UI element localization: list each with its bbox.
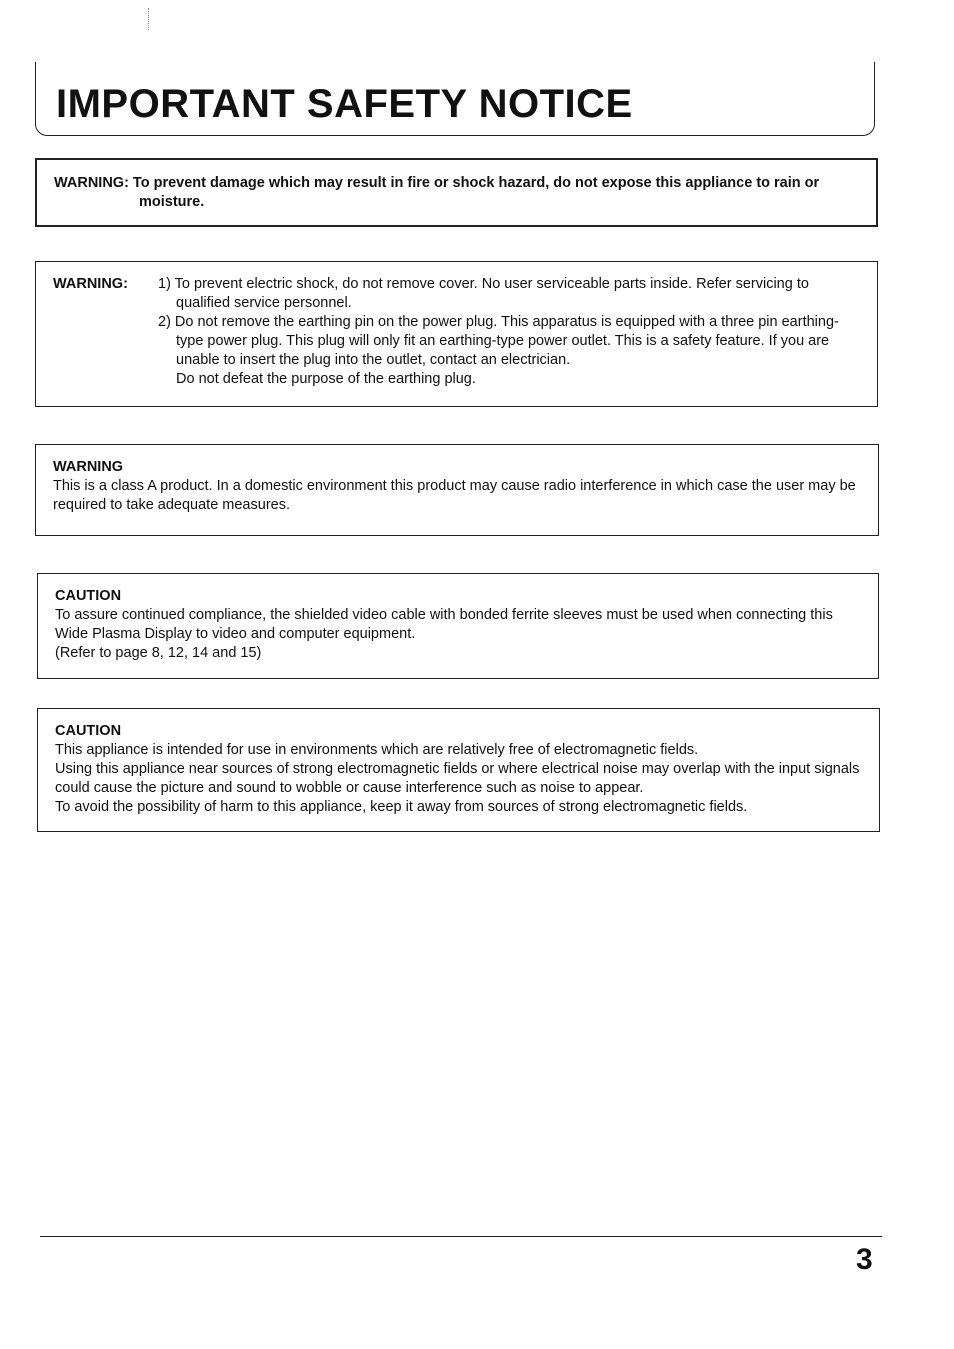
caution-em-content [55,722,867,817]
scan-mark [148,8,150,30]
caution-heading: CAUTION [55,588,122,604]
warning-box-moisture [35,158,878,227]
warning-item-2: 2) Do not remove the earthing pin on the power plug. This apparatus is equipped with a three pin earthing-type power plug. This plug will only fit an earthing-type power outlet. This is a safety feature. If you are unable to insert the plug into the outlet, contact an electrician. [158,314,839,368]
warning-item-extra: Do not defeat the purpose of the earthing plug. [176,371,476,387]
page-title: IMPORTANT SAFETY NOTICE [56,82,633,126]
footer-rule [40,1236,882,1237]
warning-heading: WARNING [53,459,124,475]
caution-em-paragraph-1: This appliance is intended for use in environments which are relatively free of electromagnetic fields. [55,742,699,758]
caution-em-paragraph-3: To avoid the possibility of harm to this appliance, keep it away from sources of strong electromagnetic fields. [55,799,748,815]
caution-box-cable [37,573,879,679]
warning-label: WARNING: [53,276,128,292]
caution-heading: CAUTION [55,723,122,739]
warning-moisture-text: WARNING: To prevent damage which may result in fire or shock hazard, do not expose this appliance to rain or moisture. [54,175,820,210]
caution-em-paragraph-2: Using this appliance near sources of strong electromagnetic fields or where electrical noise may overlap with the input signals could cause the picture and sound to wobble or cause interference such as noise to appear. [55,761,860,796]
warning-list [158,275,865,389]
caution-cable-text: To assure continued compliance, the shielded video cable with bonded ferrite sleeves must be used when connecting this Wide Plasma Display to video and computer equipment. [55,607,833,642]
warning-class-a-content [53,458,866,515]
warning-box-class-a [35,444,879,536]
caution-box-electromagnetic [37,708,880,832]
caution-cable-content [55,587,866,663]
warning-item-1: 1) To prevent electric shock, do not remove cover. No user serviceable parts inside. Refer servicing to qualified service personnel. [158,276,809,311]
caution-cable-reference: (Refer to page 8, 12, 14 and 15) [55,645,262,661]
warning-class-a-text: This is a class A product. In a domestic environment this product may cause radio interference in which case the user may be required to take adequate measures. [53,478,856,513]
warning-box-electric-shock [35,261,878,407]
page-number: 3 [856,1243,873,1276]
